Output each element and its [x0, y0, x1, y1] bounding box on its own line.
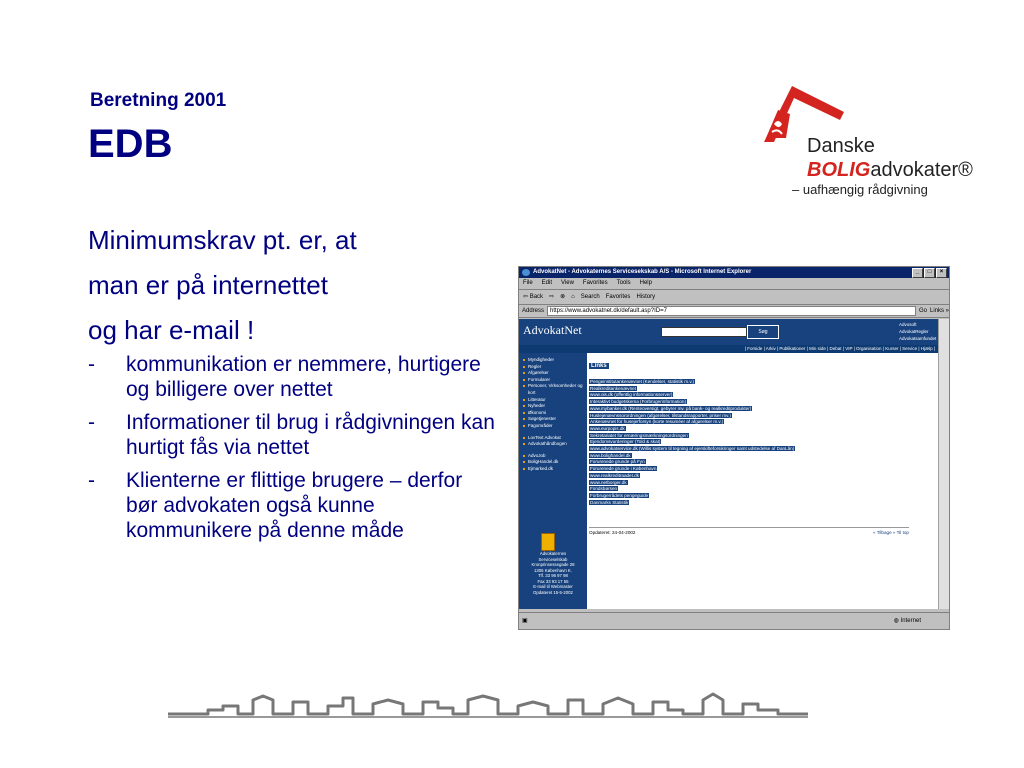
- links-footer: [589, 527, 909, 535]
- link-item[interactable]: www.bolighandel.dk: [590, 452, 631, 458]
- bullet-text: Informationer til brug i rådgivningen kan hurtigt fås via nettet: [126, 411, 495, 459]
- left-menu-item[interactable]: Afgørelser: [523, 370, 587, 377]
- address-input[interactable]: https://www.advokatnet.dk/default.asp?ID=7: [547, 306, 916, 316]
- link-item[interactable]: Sekretariatet for ernæringsmærkningsordningen: [590, 432, 688, 438]
- menu-help[interactable]: Help: [639, 280, 652, 286]
- link-item[interactable]: www.realkreditraadet.dk: [590, 472, 640, 478]
- link-item[interactable]: Forbrugerrådets pengeguide: [590, 492, 649, 498]
- company-address: [519, 551, 587, 595]
- site-search-button[interactable]: Søg: [747, 325, 779, 339]
- address-line: 1306 København K.: [534, 567, 572, 573]
- browser-menu-bar: [519, 278, 949, 290]
- logo-advokater: advokater®: [870, 159, 973, 181]
- link-item[interactable]: Pengeinstitutankenævnet (Kendelser, statistik m.v.): [590, 379, 695, 384]
- book-icon: [541, 533, 555, 551]
- forward-button[interactable]: ⇨: [549, 294, 555, 300]
- menu-file[interactable]: File: [523, 280, 533, 286]
- site-nav: [519, 345, 939, 353]
- site-search-input[interactable]: [661, 327, 747, 337]
- header-links: [899, 321, 936, 342]
- left-menu-item[interactable]: Ejmarked.dk: [523, 466, 587, 473]
- browser-title-bar: [519, 267, 949, 278]
- link-item[interactable]: Interaktivt budgetskema (Forbrugerinformation): [590, 399, 686, 405]
- close-icon[interactable]: ×: [936, 268, 947, 278]
- bullet-text: Klienterne er flittige brugere – derfor bør advokaten også kunne kommunikere på denne måde: [126, 469, 463, 542]
- browser-toolbar: [519, 290, 949, 305]
- logo-line-1: Danske: [807, 135, 875, 157]
- search-button[interactable]: Search: [580, 294, 600, 300]
- minimize-icon[interactable]: _: [912, 268, 923, 278]
- links-button[interactable]: Links »: [929, 308, 949, 314]
- left-menu-item[interactable]: Myndigheder: [523, 357, 587, 364]
- history-button[interactable]: History: [636, 294, 656, 300]
- status-bar: [519, 612, 949, 629]
- stop-button[interactable]: ⊗: [560, 294, 566, 300]
- left-menu-item[interactable]: LovText Advokat: [523, 435, 587, 442]
- intro-line: Minimumskrav pt. er, at: [88, 225, 357, 255]
- web-page: [519, 319, 939, 609]
- left-menu-item[interactable]: Nyheder: [523, 403, 587, 410]
- browser-screenshot: [518, 266, 950, 630]
- intro-text: [88, 218, 498, 353]
- address-line: Serviceselskab: [538, 556, 568, 562]
- updated-date: Opdateret: 24-04-2002: [589, 530, 636, 535]
- left-menu-item[interactable]: Advokathåndbogen: [523, 441, 587, 448]
- internet-zone: [894, 613, 921, 629]
- bullet-dash: -: [88, 411, 95, 434]
- intro-line: man er på internettet: [88, 270, 328, 300]
- globe-icon: ◍: [893, 618, 899, 624]
- slide-subtitle: Beretning 2001: [90, 90, 227, 111]
- left-menu-item[interactable]: Litteratur: [523, 397, 587, 404]
- ie-icon: [522, 269, 530, 276]
- webmaster-link[interactable]: E-mail til Webmaster: [533, 584, 573, 589]
- left-menu-item[interactable]: Økonomi: [523, 410, 587, 417]
- logo-tagline: – uafhængig rådgivning: [792, 182, 928, 197]
- bullet-item: [88, 410, 498, 460]
- left-menu-item[interactable]: Formularer: [523, 377, 587, 384]
- link-item[interactable]: Ejendomsvurderinger (Told & skat): [590, 439, 661, 445]
- address-line: Tlf. 33 96 97 98: [538, 573, 568, 578]
- back-button[interactable]: ⇦ Back: [523, 294, 544, 300]
- site-left-menu: [519, 353, 587, 609]
- left-menu-item[interactable]: BoligHandel.dk: [523, 459, 587, 466]
- favorites-button[interactable]: Favorites: [605, 294, 631, 300]
- link-item[interactable]: www.eurpopis.dk: [590, 425, 625, 431]
- maximize-icon[interactable]: □: [924, 268, 935, 278]
- bullet-dash: -: [88, 353, 95, 376]
- header-link[interactable]: Advosoft: [899, 322, 917, 327]
- site-nav-links[interactable]: | Forside | Arkiv | Publikationer | Min side | Debat | VIP | Organisation | Kurser | Service | Hjælp |: [744, 346, 935, 351]
- link-item[interactable]: www.advokatservice.dk (Willis system til tegning af ejerskifteforsikringer samt udstedelse af DanLån): [590, 446, 795, 452]
- link-item[interactable]: Forurenede grunde på Fyn: [590, 459, 645, 465]
- left-menu-item[interactable]: Søgetjenester: [523, 416, 587, 423]
- link-item[interactable]: www.mybanker.dk (Renteoversigt, gebyrer mv. på bank- og realkreditprodukter): [590, 405, 752, 411]
- link-item[interactable]: Realkreditankenævnet: [590, 385, 636, 391]
- address-line: Kronprinsessegade 28: [531, 562, 575, 567]
- logo-line-2: [807, 159, 973, 182]
- link-item[interactable]: www.ois.dk (offentlig informationsserver): [590, 392, 673, 398]
- link-item[interactable]: Huslejenævnssorordningen (afgørelser, tilstandsrapporter, priser mv.): [590, 412, 731, 418]
- bullet-dash: -: [88, 469, 95, 492]
- window-controls: [912, 268, 947, 278]
- site-logo[interactable]: AdvokatNet: [523, 323, 582, 337]
- go-button[interactable]: Go: [918, 308, 927, 314]
- left-menu-item[interactable]: Regler: [523, 364, 587, 371]
- menu-favorites[interactable]: Favorites: [582, 280, 608, 286]
- logo-bolig: BOLIG: [807, 159, 871, 181]
- address-bar: [519, 305, 949, 318]
- address-label: Address: [522, 308, 545, 314]
- header-link[interactable]: Advokatsamfundet: [899, 336, 937, 341]
- menu-tools[interactable]: Tools: [616, 280, 631, 286]
- browser-title: AdvokatNet - Advokaternes Servicesekskab A/S - Microsoft Internet Explorer: [533, 269, 752, 275]
- link-list: [589, 379, 929, 506]
- links-heading: Links: [591, 363, 607, 369]
- left-menu-item[interactable]: Fagområder: [523, 423, 587, 430]
- back-top-links[interactable]: « Tilbage » Til top: [872, 530, 909, 535]
- zone-label: Internet: [900, 618, 921, 624]
- menu-view[interactable]: View: [561, 280, 574, 286]
- skyline-decoration: [168, 688, 808, 720]
- links-panel: [589, 363, 929, 506]
- link-item[interactable]: Danmarks Statistik: [590, 499, 629, 505]
- bullet-list: [88, 352, 498, 551]
- link-item[interactable]: Ankenævnet for husejerforsyn (korte resuméer af afgørelser m.v.): [590, 419, 724, 425]
- left-menu-item[interactable]: Personer, Virksomheder og kort: [523, 383, 587, 396]
- home-button[interactable]: ⌂: [571, 294, 575, 300]
- page-icon: ▣: [522, 618, 528, 624]
- header-link[interactable]: AdvokatRegler: [899, 329, 929, 334]
- bullet-text: kommunikation er nemmere, hurtigere og billigere over nettet: [126, 353, 481, 401]
- bullet-item: [88, 468, 498, 543]
- left-menu-item[interactable]: AdvoJob: [523, 453, 587, 460]
- danske-boligadvokater-logo: [752, 80, 973, 200]
- bullet-item: [88, 352, 498, 402]
- vertical-scrollbar[interactable]: [938, 319, 949, 609]
- address-line: Advokaternes: [539, 551, 567, 556]
- address-line: Fax 33 93 17 55: [537, 578, 569, 584]
- site-header: [519, 319, 939, 345]
- intro-line: og har e-mail !: [88, 315, 255, 345]
- slide-title: EDB: [88, 122, 173, 166]
- address-line: Opdateret 15-5-2002: [533, 589, 573, 595]
- link-item[interactable]: Forurenede grunde i København: [590, 466, 657, 472]
- menu-edit[interactable]: Edit: [541, 280, 553, 286]
- link-item[interactable]: www.netborger.dk: [590, 479, 627, 485]
- link-item[interactable]: Fondsbørsen: [590, 486, 618, 492]
